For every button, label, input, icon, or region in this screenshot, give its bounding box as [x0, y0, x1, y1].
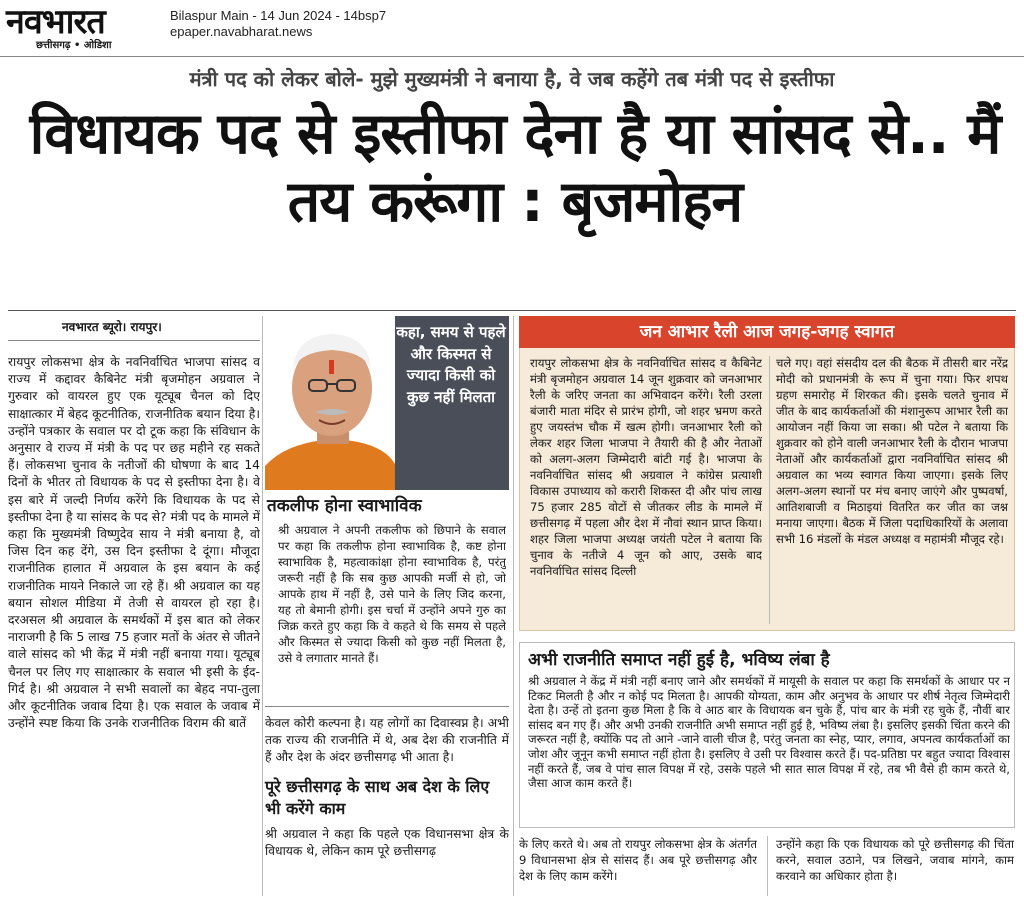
logo-text: नवभारत [6, 2, 105, 42]
logo-subtext: छत्तीसगढ़ • ओडिशा [36, 40, 112, 51]
kicker-headline: मंत्री पद को लेकर बोले- मुझे मुख्यमंत्री ने बनाया है, वे जब कहेंगे तब मंत्री पद से इस्तीफा [189, 67, 835, 91]
future-body: श्री अग्रवाल ने केंद्र में मंत्री नहीं बनाए जाने और समर्थकों में मायूसी के सवाल पर कहा कि समर्थकों के आधार पर न टिकट मिलती है और न कोई पद मिलता है। आपकी योग्यता, काम और अनुभव के आधार पर शीर्ष नेतृत्व जिम्मेदारी देता है। उन्हें तो इतना कुछ मिला है कि वे आठ बार के विधायक बन चुके हैं, पांच बार के मंत्री रह चुके हैं, नौवीं बार सांसद बन गए हैं। और अभी उनकी राजनीति अभी समाप्त नहीं हुई है, भविष्य लंबा है। इसलिए इसकी चिंता करने की जरूरत नहीं है, क्योंकि पद तो आने -जाने वाली चीज है, परंतु जनता का स्नेह, प्यार, लगाव, अपनत्व कार्यकर्ताओं का जोश और जूनून कभी समाप्त नहीं होता है। इसलिए वे उसी पर विश्वास करते हैं। पद-प्रतिष्ठा पर बहुत ज्यादा विश्वास नहीं करते हैं, जब वे पांच साल विपक्ष में रहे, उसके पहले भी सात साल विपक्ष में रहे, तब भी वैसे ही काम करते थे, जैसा आज काम करते हैं। [528, 674, 1010, 791]
article-column-2c: श्री अग्रवाल ने कहा कि पहले एक विधानसभा क्षेत्र के विधायक थे, लेकिन काम पूरे छत्तीसगढ़ [265, 827, 509, 859]
headline-divider [8, 310, 1016, 311]
rally-column-divider [769, 356, 770, 624]
rally-heading: जन आभार रैली आज जगह-जगह स्वागत [519, 316, 1015, 348]
main-headline: विधायक पद से इस्तीफा देना है या सांसद से.. मैं तय करूंगा : बृजमोहन [29, 101, 1001, 235]
masthead-divider [0, 56, 1024, 57]
byline-divider [8, 340, 260, 341]
article-column-2a: श्री अग्रवाल ने अपनी तकलीफ को छिपाने के सवाल पर कहा कि तकलीफ होना स्वाभाविक है, कष्ट होना स्वाभाविक है, महत्वाकांक्षा होना स्वाभाविक है, परंतु जरूरी नहीं है कि सब कुछ आपकी मर्जी से हो, जो आपके हाथ में नहीं है, उसे पाने के लिए जिद करना, यह तो बेमानी होगी। इस चर्चा में उन्होंने अपने गुरु का जिक्र करते हुए कहा कि वे कहते थे कि समय से पहले और किस्मत से ज्यादा किसी को कुछ नहीं मिलता है, उसे वे लगातार मानते हैं। [278, 523, 506, 665]
article-column-3b: उन्होंने कहा कि एक विधायक को पूरे छत्तीसगढ़ की चिंता करने, सवाल उठाने, पत्र लिखने, जवाब मांगने, काम करवाने का अधिकार होता है। [776, 837, 1014, 883]
edition-label: Bilaspur Main - 14 Jun 2024 - 14bsp7 [170, 8, 387, 23]
column-divider [513, 316, 514, 896]
byline: नवभारत ब्यूरो। रायपुर। [62, 320, 162, 334]
future-heading: अभी राजनीति समाप्त नहीं हुई है, भविष्य लंबा है [528, 650, 830, 670]
edition-info [170, 8, 386, 40]
article-column-3a: के लिए करते थे। अब तो रायपुर लोकसभा क्षेत्र के अंतर्गत 9 विधानसभा क्षेत्र से सांसद हैं। अब पूरे छत्तीसगढ़ और देश के लिए काम करेंगे। [519, 837, 757, 883]
column-divider [262, 316, 263, 896]
subheading-desh: पूरे छत्तीसगढ़ के साथ अब देश के लिए भी करेंगे काम [265, 777, 490, 818]
article-column-2b: केवल कोरी कल्पना है। यह लोगों का दिवास्वप्न है। अभी तक राज्य की राजनीति में थे, अब देश की राजनीति में हैं और देश के अंदर छत्तीसगढ़ भी आता है। [265, 716, 509, 765]
section-divider [265, 706, 509, 707]
pull-quote: कहा, समय से पहले और किस्मत से ज्यादा किसी को कुछ नहीं मिलता [396, 323, 506, 406]
site-url[interactable]: epaper.navabharat.news [170, 24, 313, 39]
rally-column-2: चले गए। वहां संसदीय दल की बैठक में तीसरी बार नरेंद्र मोदी को प्रधानमंत्री के रूप में चुना गया। फिर शपथ ग्रहण समारोह में शिरकत की। इसके चलते चुनाव में जीत के बाद कार्यकर्ताओं की मंशानुरूप आभार रैली का आयोजन नहीं किया जा सका। श्री पटेल ने बताया कि शुक्रवार को होने वाली जनआभार रैली के दौरान भाजपा नेताओं और कार्यकर्ताओं द्वारा नवनिर्वाचित सांसद श्री अग्रवाल का भव्य स्वागत किया जाएगा। इसके लिए अलग-अलग स्थानों पर मंच बनाए जाएंगे और पुष्पवर्षा, आतिशबाजी व मिठाइयां वितरित कर जीत का जश्न मनाया जाएगा। बैठक में जिला पदाधिकारियों के अलावा सभी 16 मंडलों के मंडल अध्यक्ष व महामंत्री मौजूद रहे। [776, 356, 1008, 546]
column-divider [767, 836, 768, 896]
rally-column-1: रायपुर लोकसभा क्षेत्र के नवनिर्वाचित सांसद व कैबिनेट मंत्री बृजमोहन अग्रवाल 14 जून शुक्रवार को जनआभार रैली के जरिए जनता का अभिवादन करेंगे। रैली उरला बंजारी माता मंदिर से प्रारंभ होगी, जो शहर भ्रमण करते हुए जयस्तंभ चौक में खत्म होगी। जनआभार रैली को लेकर शहर जिला भाजपा ने तैयारी की है और नेताओं को अलग-अलग जिम्मेदारी बांटी गई है। भाजपा के नवनिर्वाचित सांसद श्री अग्रवाल ने कांग्रेस प्रत्याशी विकास उपाध्याय को करारी शिकस्त दी और पांच लाख 75 हजार 285 वोटों से जीतकर लीड के मामले में छत्तीसगढ़ में पहला और देश में नौवां स्थान प्राप्त किया। शहर जिला भाजपा अध्यक्ष जयंती पटेल ने बताया कि चुनाव के नतीजे 4 जून को आए, उसके बाद नवनिर्वाचित सांसद दिल्ली [530, 356, 762, 578]
subheading-taklif: तकलीफ होना स्वाभाविक [267, 496, 422, 516]
article-column-1: रायपुर लोकसभा क्षेत्र के नवनिर्वाचित भाजपा सांसद व राज्य में कद्दावर कैबिनेट मंत्री बृजमोहन अग्रवाल ने गुरुवार को वायरल हुए एक यूट्यूब चैनल को दिए साक्षात्कार में बेहद कूटनीतिक, राजनीतिक बयान दिया है। उन्होंने पत्रकार के सवाल पर दो टूक कहा कि संविधान के अनुसार वे राज्य में मंत्री के पद पर छह महीने रह सकते हैं। लोकसभा चुनाव के नतीजों की घोषणा के बाद 14 दिनों के भीतर तो विधायक के पद से इस्तीफा देना है। वे इस बारे में जल्दी निर्णय करेंगे कि विधायक के पद से इस्तीफा देना है या सांसद के पद से? मंत्री पद के मामले में कहा कि मुख्यमंत्री विष्णुदेव साय ने मंत्री बनाया है, वो जिस दिन कह देंगे, उस दिन इस्तीफा दे दूंगा। मौजूदा राजनीतिक हालात में अग्रवाल के इस बयान के कई राजनीतिक मायने निकाले जा रहे हैं। श्री अग्रवाल का यह बयान सोशल मीडिया में तेजी से वायरल हो रहा है। दरअसल श्री अग्रवाल के समर्थकों में इस बात को लेकर नाराजगी है कि 5 लाख 75 हजार मतों के अंतर से जीतने वाले सांसद को भी केंद्र में मंत्री नहीं बनाया गया। यूट्यूब चैनल पर लिए गए साक्षात्कार के सवाल भी इसी के ईद-गिर्द है। श्री अग्रवाल ने सभी सवालों का बेहद नपा-तुला और कूटनीतिक जवाब दिया है। एक सवाल के जवाब में उन्होंने स्पष्ट किया कि उनके राजनीतिक विराम की बातें [8, 355, 260, 731]
newspaper-logo [6, 4, 156, 50]
